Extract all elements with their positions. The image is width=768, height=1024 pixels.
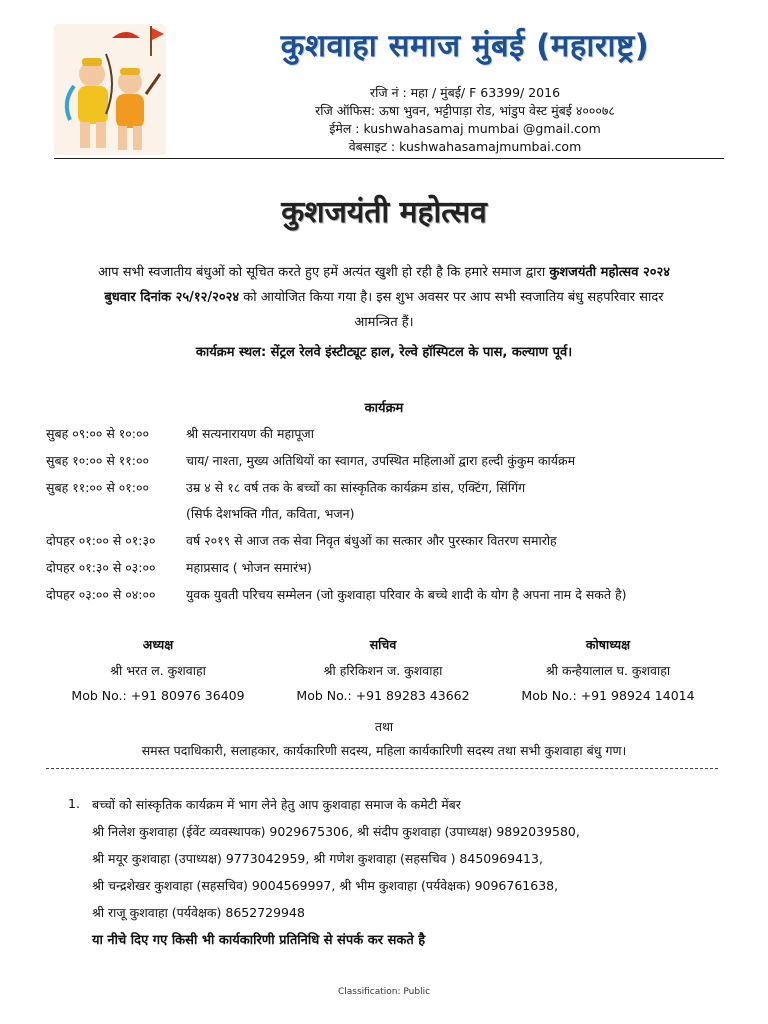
members-line: समस्त पदाधिकारी, सलाहकार, कार्यकारिणी सदस्य, महिला कार्यकारिणी सदस्य तथा सभी कुशवाहा बंधु गण। (141, 743, 627, 758)
schedule-heading: कार्यक्रम (364, 401, 404, 416)
intro-festival-name: कुशजयंती महोत्सव २०२४ (549, 265, 671, 280)
official-name: श्री कन्हैयालाल घ. कुशवाहा (545, 663, 671, 678)
schedule-desc: (सिर्फ देशभक्ति गीत, कविता, भजन) (186, 506, 355, 521)
official-role: सचिव (369, 637, 397, 652)
official-name: श्री हरिकिशन ज. कुशवाहा (323, 663, 443, 678)
intro-text-1: आप सभी स्वजातीय बंधुओं को सूचित करते हुए हमें अत्यंत खुशी हो रही है कि हमारे समाज द्वारा (97, 265, 550, 280)
schedule-time: सुबह १०:०० से ११:०० (46, 453, 150, 468)
note-number: 1. (68, 796, 80, 811)
intro-paragraph (50, 260, 718, 335)
official-mobile: Mob No.: +91 98924 14014 (521, 688, 695, 703)
official-mobile: Mob No.: +91 80976 36409 (71, 688, 245, 703)
office-address: रजि ऑफिस: ऊषा भुवन, भट्टीपाड़ा रोड, भांडुप वेस्ट मुंबई ४०००७८ (315, 103, 615, 118)
committee-member-line: श्री निलेश कुशवाहा (ईवेंट व्यवस्थापक) 9029675306, श्री संदीप कुशवाहा (उपाध्यक्ष) 9892039580, (92, 824, 580, 839)
official-name: श्री भरत ल. कुशवाहा (110, 663, 206, 678)
official-secretary (283, 636, 483, 703)
official-role: कोषाध्यक्ष (585, 637, 631, 652)
intro-date: बुधवार दिनांक २५/१२/२०२४ (104, 290, 240, 305)
schedule-time: सुबह ०९:०० से १०:०० (46, 426, 150, 441)
schedule-time: सुबह ११:०० से ०१:०० (46, 480, 150, 495)
note-intro: बच्चों को सांस्कृतिक कार्यक्रम में भाग लेने हेतु आप कुशवाहा समाज के कमेटी मेंबर (92, 797, 461, 812)
schedule-desc: श्री सत्यनारायण की महापूजा (186, 426, 314, 441)
dashed-divider (46, 768, 718, 769)
committee-member-line: श्री राजू कुशवाहा (पर्यवेक्षक) 8652729948 (92, 905, 305, 920)
schedule-desc: महाप्रसाद ( भोजन समारंभ) (186, 560, 312, 575)
schedule-time: दोपहर ०१:३० से ०३:०० (46, 560, 156, 575)
event-title: कुशजयंती महोत्सव (281, 195, 487, 230)
committee-member-line: श्री मयूर कुशवाहा (उपाध्यक्ष) 9773042959, श्री गणेश कुशवाहा (सहसचिव ) 8450969413, (92, 851, 543, 866)
header-divider (54, 158, 724, 159)
website-line: वेबसाइट : kushwahasamajmumbai.com (348, 139, 582, 154)
official-mobile: Mob No.: +91 89283 43662 (296, 688, 470, 703)
schedule-desc: वर्ष २०१९ से आज तक सेवा निवृत बंधुओं का सत्कार और पुरस्कार वितरण समारोह (186, 533, 557, 548)
deity-logo-image (54, 24, 166, 155)
schedule-desc: युवक युवती परिचय सम्मेलन (जो कुशवाहा परिवार के बच्चे शादी के योग है अपना नाम दे सकते है) (186, 587, 627, 602)
schedule-time: दोपहर ०३:०० से ०४:०० (46, 587, 156, 602)
schedule-desc: चाय/ नाश्ता, मुख्य अतिथियों का स्वागत, उपस्थित महिलाओं द्वारा हल्दी कुंकुम कार्यक्रम (186, 453, 576, 468)
schedule-time: दोपहर ०१:०० से ०१:३० (46, 533, 156, 548)
venue-line: कार्यक्रम स्थल: सेंट्रल रेलवे इंस्टीट्यूट हाल, रेल्वे हॉस्पिटल के पास, कल्याण पूर्व। (195, 345, 573, 360)
registration-block (190, 84, 740, 156)
classification-footer: Classification: Public (337, 987, 431, 997)
intro-text-2: को आयोजित किया गया है। इस शुभ अवसर पर आप सभी स्वजातिय बंधु सहपरिवार सादर (239, 290, 664, 305)
org-title: कुशवाहा समाज मुंबई (महाराष्ट्र) (280, 28, 650, 64)
email-line: ईमेल : kushwahasamaj mumbai @gmail.com (329, 121, 601, 136)
official-role: अध्यक्ष (142, 637, 174, 652)
official-president (58, 636, 258, 703)
schedule-desc: उम्र ४ से १८ वर्ष तक के बच्चों का सांस्कृतिक कार्यक्रम डांस, एक्टिंग, सिंगिंग (186, 480, 526, 495)
tatha-text: तथा (374, 719, 394, 734)
committee-member-line: श्री चन्द्रशेखर कुशवाहा (सहसचिव) 9004569997, श्री भीम कुशवाहा (पर्यवेक्षक) 9096761638, (92, 878, 559, 893)
intro-text-3: आमन्त्रित हैं। (354, 315, 414, 330)
contact-cta: या नीचे दिए गए किसी भी कार्यकारिणी प्रतिनिधि से संपर्क कर सकते है (92, 933, 426, 948)
official-treasurer (508, 636, 708, 703)
registration-number: रजि नं : महा / मुंबई/ F 63399/ 2016 (369, 85, 561, 100)
